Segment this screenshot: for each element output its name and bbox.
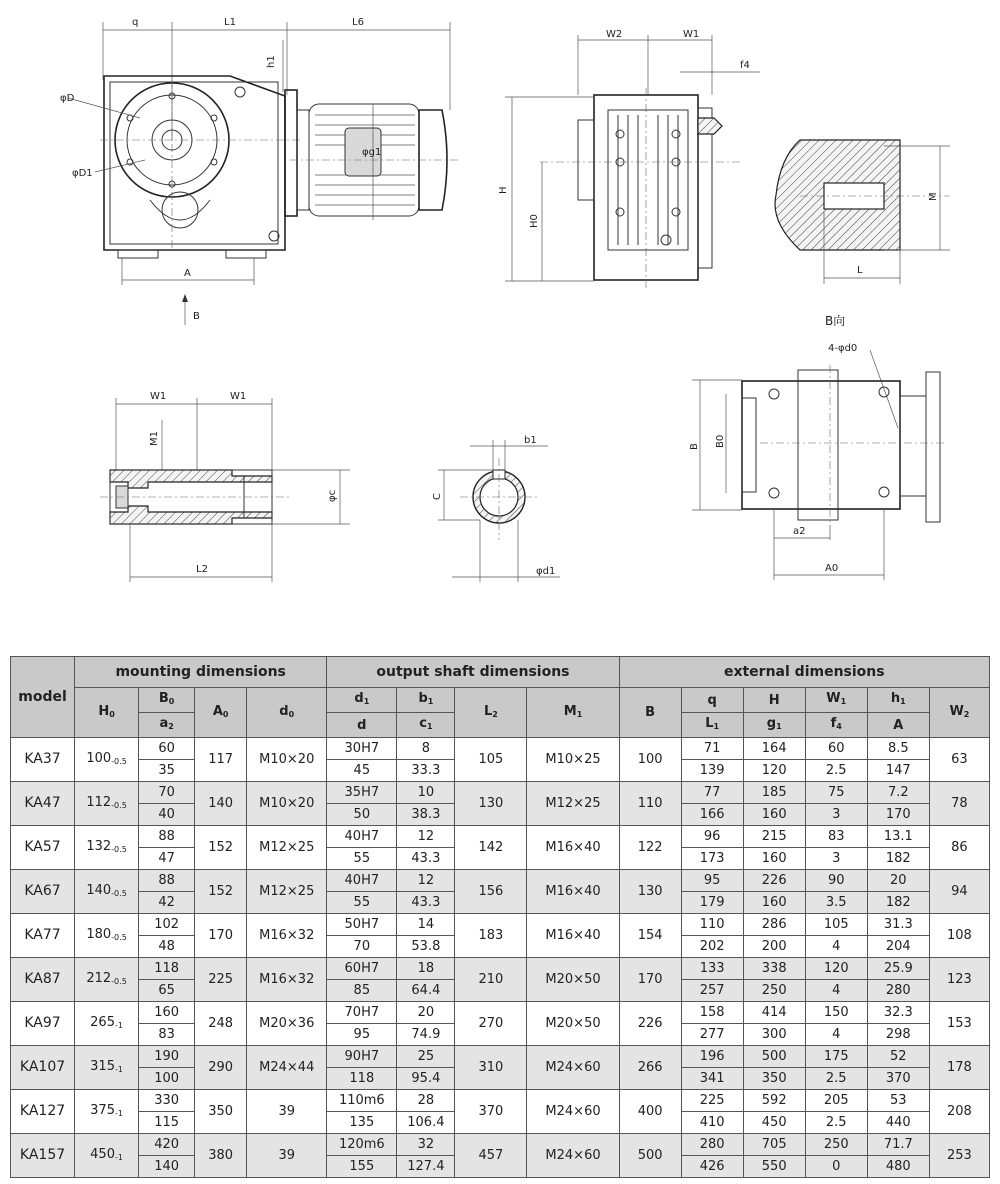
cell-g1: 160 [743, 804, 805, 826]
cell-model: KA77 [11, 914, 75, 958]
label-B-arrow: B [193, 311, 200, 322]
cell-g1: 350 [743, 1068, 805, 1090]
cell-b1: 32 [397, 1134, 455, 1156]
cell-d: 45 [327, 760, 397, 782]
header-d0: $d_0$ [247, 688, 327, 738]
cell-a2: 40 [139, 804, 195, 826]
cell-B: 500 [619, 1134, 681, 1178]
cell-c1: 38.3 [397, 804, 455, 826]
cell-a2: 65 [139, 980, 195, 1002]
cell-a2: 100 [139, 1068, 195, 1090]
cell-B: 100 [619, 738, 681, 782]
header-d: d [327, 713, 397, 738]
cell-b0: 118 [139, 958, 195, 980]
cell-h1: 25.9 [867, 958, 929, 980]
cell-d1: 110m6 [327, 1090, 397, 1112]
cell-l1: 410 [681, 1112, 743, 1134]
cell-H: 185 [743, 782, 805, 804]
cell-d: 95 [327, 1024, 397, 1046]
label-W1-left: W1 [150, 391, 167, 402]
cell-g1: 160 [743, 892, 805, 914]
cell-A: 298 [867, 1024, 929, 1046]
label-A0: A0 [825, 563, 839, 574]
cell-m1: M24×60 [527, 1046, 619, 1090]
cell-h0: $132_{-0.5}$ [75, 826, 139, 870]
table-row [11, 958, 990, 980]
cell-b0: 88 [139, 870, 195, 892]
label-H: H [498, 186, 509, 194]
cell-a0: 380 [195, 1134, 247, 1178]
cell-m1: M16×40 [527, 914, 619, 958]
cell-a0: 170 [195, 914, 247, 958]
cell-w1: 150 [805, 1002, 867, 1024]
cell-a0: 152 [195, 826, 247, 870]
cell-l2: 105 [455, 738, 527, 782]
cell-model: KA97 [11, 1002, 75, 1046]
cell-d: 85 [327, 980, 397, 1002]
table-row [11, 1002, 990, 1024]
cell-q: 96 [681, 826, 743, 848]
header-H: H [743, 688, 805, 713]
cell-w2: 94 [929, 870, 989, 914]
label-L2: L2 [196, 564, 208, 575]
label-h1: h1 [266, 55, 277, 68]
label-phig1: φg1 [362, 147, 382, 158]
cell-a2: 47 [139, 848, 195, 870]
cell-B: 226 [619, 1002, 681, 1046]
cell-b1: 25 [397, 1046, 455, 1068]
b-direction-view [689, 314, 945, 580]
cell-l1: 139 [681, 760, 743, 782]
cell-d: 55 [327, 892, 397, 914]
header-external-dimensions: external dimensions [619, 657, 989, 688]
cell-w2: 78 [929, 782, 989, 826]
table-row [11, 738, 990, 760]
cell-model: KA127 [11, 1090, 75, 1134]
cell-h1: 31.3 [867, 914, 929, 936]
cell-q: 110 [681, 914, 743, 936]
label-M: M [928, 192, 939, 201]
keyed-bore-section [432, 435, 560, 582]
cell-H: 286 [743, 914, 805, 936]
cell-B: 266 [619, 1046, 681, 1090]
label-W1-right: W1 [230, 391, 247, 402]
cell-a0: 290 [195, 1046, 247, 1090]
cell-A: 480 [867, 1156, 929, 1178]
cell-l1: 277 [681, 1024, 743, 1046]
cell-B: 130 [619, 870, 681, 914]
label-L1: L1 [224, 17, 236, 28]
cell-f4: 4 [805, 1024, 867, 1046]
cell-A: 182 [867, 848, 929, 870]
header-f4: $f_4$ [805, 713, 867, 738]
cell-f4: 2.5 [805, 1112, 867, 1134]
label-B: B [689, 443, 700, 450]
cell-model: KA157 [11, 1134, 75, 1178]
cell-d0: M16×32 [247, 958, 327, 1002]
cell-H: 226 [743, 870, 805, 892]
cell-w1: 120 [805, 958, 867, 980]
cell-m1: M24×60 [527, 1090, 619, 1134]
cell-c1: 43.3 [397, 848, 455, 870]
cell-f4: 3.5 [805, 892, 867, 914]
cell-a0: 152 [195, 870, 247, 914]
label-L: L [857, 265, 863, 276]
cell-h0: $265_{-1}$ [75, 1002, 139, 1046]
cell-l2: 130 [455, 782, 527, 826]
cell-f4: 2.5 [805, 760, 867, 782]
cell-d0: M16×32 [247, 914, 327, 958]
label-a2: a2 [793, 526, 806, 537]
label-phiD: φD [60, 93, 75, 104]
cell-h0: $140_{-0.5}$ [75, 870, 139, 914]
cell-b1: 12 [397, 826, 455, 848]
label-4-d0: 4-φd0 [828, 343, 858, 354]
cell-a0: 140 [195, 782, 247, 826]
cell-A: 370 [867, 1068, 929, 1090]
cell-b0: 420 [139, 1134, 195, 1156]
cell-w1: 250 [805, 1134, 867, 1156]
cell-b1: 18 [397, 958, 455, 980]
cell-b0: 102 [139, 914, 195, 936]
cell-q: 225 [681, 1090, 743, 1112]
cell-l2: 457 [455, 1134, 527, 1178]
cell-d: 50 [327, 804, 397, 826]
label-M1: M1 [149, 431, 160, 446]
cell-f4: 0 [805, 1156, 867, 1178]
cell-c1: 127.4 [397, 1156, 455, 1178]
label-b-view: B向 [825, 314, 846, 328]
cell-d1: 50H7 [327, 914, 397, 936]
cell-d0: M12×25 [247, 870, 327, 914]
cell-b0: 330 [139, 1090, 195, 1112]
cell-m1: M12×25 [527, 782, 619, 826]
cell-w2: 86 [929, 826, 989, 870]
label-f4: f4 [740, 60, 750, 71]
header-b1: $b_1$ [397, 688, 455, 713]
cell-w2: 63 [929, 738, 989, 782]
cell-h0: $375_{-1}$ [75, 1090, 139, 1134]
header-L2: $L_2$ [455, 688, 527, 738]
cell-b1: 28 [397, 1090, 455, 1112]
cell-g1: 550 [743, 1156, 805, 1178]
cell-H: 164 [743, 738, 805, 760]
cell-g1: 200 [743, 936, 805, 958]
cell-b0: 190 [139, 1046, 195, 1068]
cell-q: 280 [681, 1134, 743, 1156]
cell-d0: M10×20 [247, 738, 327, 782]
cell-m1: M24×60 [527, 1134, 619, 1178]
cell-c1: 33.3 [397, 760, 455, 782]
cell-m1: M10×25 [527, 738, 619, 782]
cell-l2: 370 [455, 1090, 527, 1134]
cell-g1: 250 [743, 980, 805, 1002]
cell-h0: $100_{-0.5}$ [75, 738, 139, 782]
cell-c1: 74.9 [397, 1024, 455, 1046]
cell-w1: 83 [805, 826, 867, 848]
cell-d1: 120m6 [327, 1134, 397, 1156]
cell-b0: 60 [139, 738, 195, 760]
header-W1: $W_1$ [805, 688, 867, 713]
front-view-drawing [60, 17, 460, 325]
header-q: q [681, 688, 743, 713]
cell-H: 338 [743, 958, 805, 980]
hollow-shaft-section [100, 391, 350, 582]
cell-B: 110 [619, 782, 681, 826]
cell-h0: $212_{-0.5}$ [75, 958, 139, 1002]
cell-b1: 12 [397, 870, 455, 892]
cell-model: KA67 [11, 870, 75, 914]
cell-a0: 117 [195, 738, 247, 782]
cell-m1: M16×40 [527, 826, 619, 870]
cell-h1: 8.5 [867, 738, 929, 760]
cell-h0: $180_{-0.5}$ [75, 914, 139, 958]
label-q: q [132, 17, 139, 28]
label-phiD1: φD1 [72, 168, 93, 179]
cell-w1: 205 [805, 1090, 867, 1112]
cell-d0: M10×20 [247, 782, 327, 826]
cell-a2: 140 [139, 1156, 195, 1178]
cell-w2: 153 [929, 1002, 989, 1046]
cell-g1: 120 [743, 760, 805, 782]
cell-a2: 83 [139, 1024, 195, 1046]
label-L6: L6 [352, 17, 364, 28]
cell-l2: 183 [455, 914, 527, 958]
cell-w2: 178 [929, 1046, 989, 1090]
cell-model: KA37 [11, 738, 75, 782]
cell-A: 182 [867, 892, 929, 914]
cell-l2: 210 [455, 958, 527, 1002]
header-c1: $c_1$ [397, 713, 455, 738]
cell-l2: 310 [455, 1046, 527, 1090]
dimensions-table [10, 656, 990, 1178]
cell-l1: 173 [681, 848, 743, 870]
cell-f4: 4 [805, 936, 867, 958]
cell-d: 118 [327, 1068, 397, 1090]
cell-d0: M24×44 [247, 1046, 327, 1090]
cell-h1: 53 [867, 1090, 929, 1112]
shaft-end-detail [775, 140, 950, 284]
table-row [11, 1090, 990, 1112]
cell-b0: 88 [139, 826, 195, 848]
cell-d1: 40H7 [327, 826, 397, 848]
table-row [11, 1046, 990, 1068]
header-a2: $a_2$ [139, 713, 195, 738]
header-output-shaft-dimensions: output shaft dimensions [327, 657, 619, 688]
cell-a2: 35 [139, 760, 195, 782]
header-mounting-dimensions: mounting dimensions [75, 657, 327, 688]
cell-d1: 60H7 [327, 958, 397, 980]
header-d1: $d_1$ [327, 688, 397, 713]
cell-q: 95 [681, 870, 743, 892]
cell-d0: M12×25 [247, 826, 327, 870]
cell-w1: 60 [805, 738, 867, 760]
cell-H: 414 [743, 1002, 805, 1024]
cell-w1: 105 [805, 914, 867, 936]
cell-l1: 257 [681, 980, 743, 1002]
label-b1: b1 [524, 435, 537, 446]
cell-f4: 3 [805, 804, 867, 826]
cell-A: 170 [867, 804, 929, 826]
cell-l1: 202 [681, 936, 743, 958]
label-A: A [184, 268, 191, 279]
cell-d: 155 [327, 1156, 397, 1178]
cell-l1: 426 [681, 1156, 743, 1178]
cell-q: 133 [681, 958, 743, 980]
cell-d: 55 [327, 848, 397, 870]
cell-model: KA107 [11, 1046, 75, 1090]
cell-w1: 90 [805, 870, 867, 892]
cell-f4: 3 [805, 848, 867, 870]
cell-g1: 300 [743, 1024, 805, 1046]
cell-H: 215 [743, 826, 805, 848]
cell-c1: 95.4 [397, 1068, 455, 1090]
cell-d1: 90H7 [327, 1046, 397, 1068]
cell-m1: M20×50 [527, 958, 619, 1002]
cell-H: 592 [743, 1090, 805, 1112]
cell-a0: 225 [195, 958, 247, 1002]
cell-d: 135 [327, 1112, 397, 1134]
cell-q: 196 [681, 1046, 743, 1068]
cell-w2: 208 [929, 1090, 989, 1134]
cell-d1: 35H7 [327, 782, 397, 804]
cell-h1: 32.3 [867, 1002, 929, 1024]
cell-B: 400 [619, 1090, 681, 1134]
cell-h1: 71.7 [867, 1134, 929, 1156]
cell-g1: 160 [743, 848, 805, 870]
cell-A: 280 [867, 980, 929, 1002]
cell-B: 170 [619, 958, 681, 1002]
cell-d0: 39 [247, 1134, 327, 1178]
label-phid1: φd1 [536, 566, 556, 577]
cell-h1: 7.2 [867, 782, 929, 804]
cell-c1: 106.4 [397, 1112, 455, 1134]
cell-h1: 20 [867, 870, 929, 892]
label-phic: φc [327, 489, 338, 502]
table-row [11, 782, 990, 804]
cell-l2: 270 [455, 1002, 527, 1046]
header-B0: $B_0$ [139, 688, 195, 713]
header-M1: $M_1$ [527, 688, 619, 738]
cell-a2: 42 [139, 892, 195, 914]
cell-d0: 39 [247, 1090, 327, 1134]
cell-h0: $112_{-0.5}$ [75, 782, 139, 826]
cell-l1: 341 [681, 1068, 743, 1090]
cell-l2: 142 [455, 826, 527, 870]
header-W2: $W_2$ [929, 688, 989, 738]
cell-A: 204 [867, 936, 929, 958]
cell-w1: 175 [805, 1046, 867, 1068]
label-W1: W1 [683, 29, 700, 40]
table-row [11, 826, 990, 848]
cell-a0: 248 [195, 1002, 247, 1046]
cell-d: 70 [327, 936, 397, 958]
cell-l1: 179 [681, 892, 743, 914]
cell-b0: 160 [139, 1002, 195, 1024]
cell-d0: M20×36 [247, 1002, 327, 1046]
cell-a2: 48 [139, 936, 195, 958]
cell-a2: 115 [139, 1112, 195, 1134]
cell-c1: 43.3 [397, 892, 455, 914]
cell-w2: 253 [929, 1134, 989, 1178]
side-view-drawing [498, 29, 760, 290]
cell-A: 147 [867, 760, 929, 782]
cell-c1: 53.8 [397, 936, 455, 958]
header-h1: $h_1$ [867, 688, 929, 713]
label-C: C [432, 493, 443, 500]
cell-l1: 166 [681, 804, 743, 826]
cell-h0: $315_{-1}$ [75, 1046, 139, 1090]
header-L1: $L_1$ [681, 713, 743, 738]
cell-d1: 30H7 [327, 738, 397, 760]
header-g1: $g_1$ [743, 713, 805, 738]
cell-d1: 70H7 [327, 1002, 397, 1024]
cell-model: KA87 [11, 958, 75, 1002]
cell-b0: 70 [139, 782, 195, 804]
cell-g1: 450 [743, 1112, 805, 1134]
cell-b1: 10 [397, 782, 455, 804]
cell-h0: $450_{-1}$ [75, 1134, 139, 1178]
header-H0: $H_0$ [75, 688, 139, 738]
cell-B: 122 [619, 826, 681, 870]
cell-m1: M20×50 [527, 1002, 619, 1046]
cell-w2: 108 [929, 914, 989, 958]
cell-model: KA57 [11, 826, 75, 870]
cell-d1: 40H7 [327, 870, 397, 892]
cell-A: 440 [867, 1112, 929, 1134]
cell-H: 705 [743, 1134, 805, 1156]
cell-model: KA47 [11, 782, 75, 826]
cell-b1: 14 [397, 914, 455, 936]
header-model: model [11, 657, 75, 738]
header-A0: $A_0$ [195, 688, 247, 738]
cell-H: 500 [743, 1046, 805, 1068]
cell-B: 154 [619, 914, 681, 958]
cell-h1: 52 [867, 1046, 929, 1068]
cell-b1: 8 [397, 738, 455, 760]
label-W2: W2 [606, 29, 623, 40]
cell-c1: 64.4 [397, 980, 455, 1002]
label-B0: B0 [715, 434, 726, 448]
header-B: B [619, 688, 681, 738]
dimensions-table-wrap [10, 656, 990, 1178]
header-A: A [867, 713, 929, 738]
label-H0: H0 [529, 214, 540, 228]
table-body [11, 738, 990, 1178]
cell-m1: M16×40 [527, 870, 619, 914]
cell-q: 71 [681, 738, 743, 760]
cell-w1: 75 [805, 782, 867, 804]
cell-a0: 350 [195, 1090, 247, 1134]
table-row [11, 914, 990, 936]
cell-l2: 156 [455, 870, 527, 914]
cell-q: 77 [681, 782, 743, 804]
table-row [11, 870, 990, 892]
cell-f4: 4 [805, 980, 867, 1002]
cell-f4: 2.5 [805, 1068, 867, 1090]
cell-b1: 20 [397, 1002, 455, 1024]
table-row [11, 1134, 990, 1156]
cell-w2: 123 [929, 958, 989, 1002]
cell-h1: 13.1 [867, 826, 929, 848]
cell-q: 158 [681, 1002, 743, 1024]
